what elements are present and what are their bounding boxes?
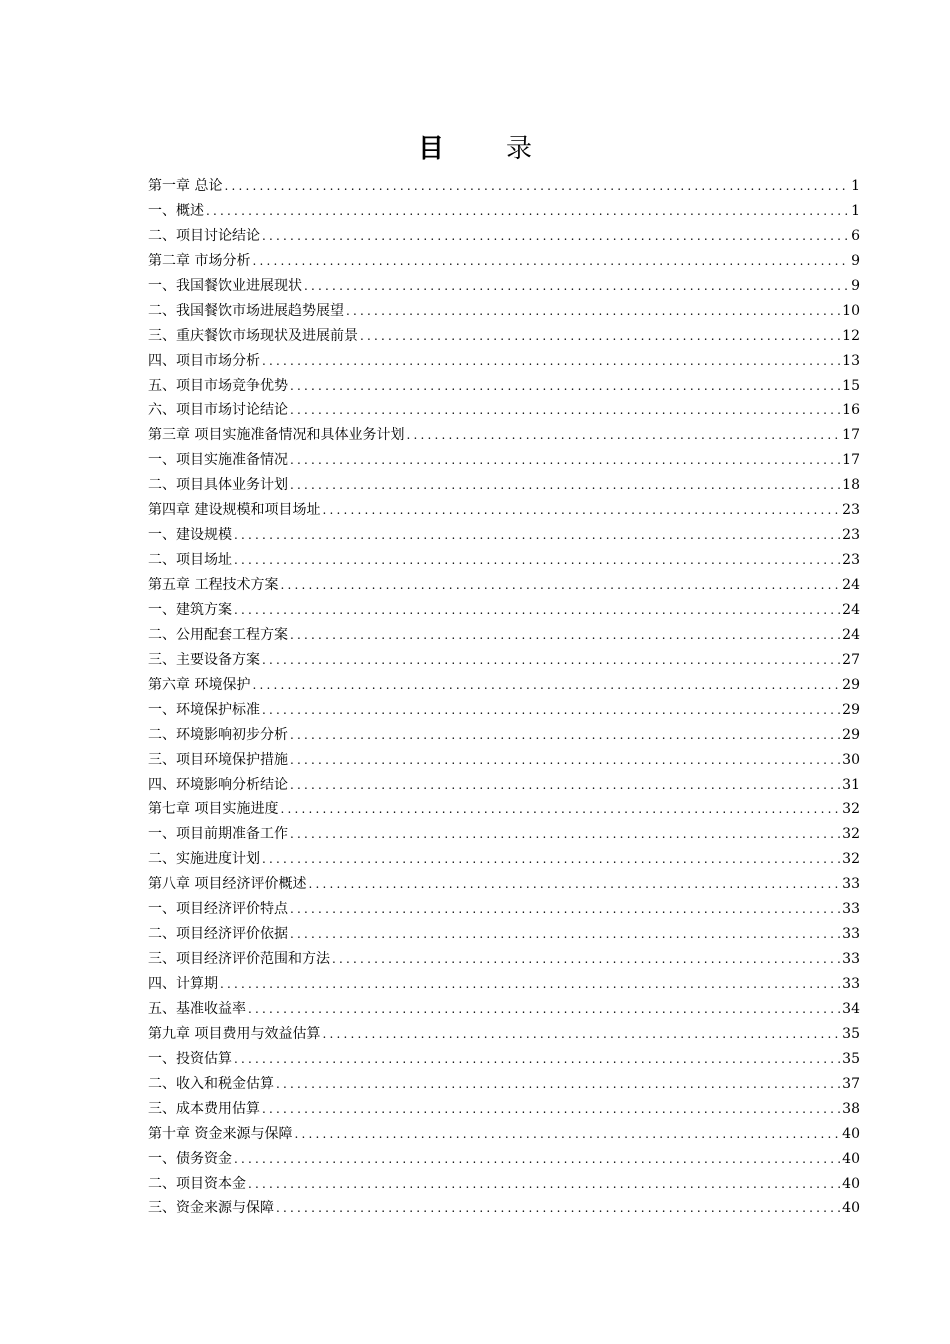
toc-entry-page-number: 40 [842, 1200, 860, 1217]
title-char-2: 录 [506, 134, 533, 164]
toc-entry-page-number: 24 [842, 626, 860, 643]
toc-entry-label: 二、项目讨论结论 [148, 227, 260, 244]
toc-entry-page-number: 16 [842, 402, 860, 419]
toc-entry-label: 二、项目具体业务计划 [148, 477, 288, 494]
toc-entry[interactable] [148, 573, 860, 598]
toc-entry[interactable] [148, 274, 860, 299]
toc-entry-label: 一、建设规模 [148, 527, 232, 544]
toc-entry-label: 二、项目经济评价依据 [148, 926, 288, 943]
dot-leader [290, 398, 840, 423]
toc-entry[interactable] [148, 1122, 860, 1147]
toc-entry-page-number: 37 [842, 1075, 860, 1092]
toc-entry-page-number: 24 [842, 601, 860, 618]
toc-entry[interactable] [148, 1097, 860, 1122]
dot-leader [290, 473, 840, 498]
dot-leader [234, 1147, 840, 1172]
toc-entry[interactable] [148, 324, 860, 349]
toc-entry[interactable] [148, 673, 860, 698]
toc-entry-page-number: 40 [842, 1125, 860, 1142]
toc-entry[interactable] [148, 947, 860, 972]
toc-entry-label: 一、项目实施准备情况 [148, 452, 288, 469]
toc-entry-page-number: 33 [842, 901, 860, 918]
toc-entry-label: 四、计算期 [148, 976, 218, 992]
toc-entry[interactable] [148, 1072, 860, 1097]
toc-entry[interactable] [148, 872, 860, 897]
toc-entry[interactable] [148, 598, 860, 623]
toc-entry-page-number: 33 [842, 876, 860, 893]
toc-entry-label: 第四章 建设规模和项目场址 [148, 502, 321, 519]
toc-entry-page-number: 13 [842, 352, 860, 369]
dot-leader [248, 997, 840, 1022]
toc-entry-label: 第五章 工程技术方案 [148, 577, 279, 593]
toc-entry-page-number: 29 [842, 701, 860, 718]
toc-entry[interactable] [148, 398, 860, 423]
dot-leader [290, 822, 840, 847]
toc-entry-label: 第九章 项目费用与效益估算 [148, 1025, 321, 1042]
page-title [0, 132, 950, 166]
dot-leader [280, 573, 840, 598]
toc-entry-label: 一、项目经济评价特点 [148, 901, 288, 918]
table-of-contents [148, 174, 860, 1221]
dot-leader [262, 847, 840, 872]
toc-entry-page-number: 29 [842, 676, 860, 693]
toc-entry-label: 六、项目市场讨论结论 [148, 402, 288, 419]
toc-entry-page-number: 34 [842, 1000, 860, 1017]
dot-leader [322, 498, 840, 523]
toc-entry[interactable] [148, 523, 860, 548]
toc-entry-label: 第七章 项目实施进度 [148, 801, 279, 818]
toc-entry-page-number: 17 [842, 427, 860, 444]
toc-entry-label: 一、项目前期准备工作 [148, 826, 288, 843]
toc-entry[interactable] [148, 498, 860, 523]
dot-leader [322, 1022, 840, 1047]
dot-leader [276, 1196, 840, 1221]
dot-leader [290, 723, 840, 748]
toc-entry-page-number: 32 [842, 801, 860, 818]
dot-leader [262, 698, 840, 723]
toc-entry-label: 第二章 市场分析 [148, 252, 251, 269]
toc-entry-label: 第三章 项目实施准备情况和具体业务计划 [148, 427, 405, 444]
toc-entry-page-number: 10 [842, 302, 860, 319]
toc-entry-page-number: 32 [842, 851, 860, 868]
toc-entry[interactable] [148, 473, 860, 498]
toc-entry-page-number: 30 [842, 751, 860, 768]
dot-leader [234, 1047, 840, 1072]
toc-entry-page-number: 23 [842, 527, 860, 544]
toc-entry-label: 一、概述 [148, 202, 204, 219]
toc-entry-label: 第六章 环境保护 [148, 676, 251, 693]
dot-leader [234, 598, 840, 623]
toc-entry[interactable] [148, 423, 860, 448]
toc-entry-label: 第十章 资金来源与保障 [148, 1125, 293, 1142]
dot-leader [262, 648, 840, 673]
toc-entry[interactable] [148, 922, 860, 947]
toc-entry-label: 一、环境保护标准 [148, 701, 260, 718]
toc-entry[interactable] [148, 249, 860, 274]
toc-entry-label: 第一章 总论 [148, 178, 223, 194]
dot-leader [234, 523, 840, 548]
toc-entry[interactable] [148, 972, 860, 997]
toc-entry[interactable] [148, 847, 860, 872]
toc-entry-page-number: 40 [842, 1150, 860, 1167]
toc-entry[interactable] [148, 897, 860, 922]
toc-entry-page-number: 32 [842, 826, 860, 843]
dot-leader [262, 1097, 840, 1122]
toc-entry-page-number: 15 [842, 377, 860, 394]
toc-entry-label: 三、主要设备方案 [148, 651, 260, 668]
toc-entry[interactable] [148, 374, 860, 399]
toc-entry[interactable] [148, 822, 860, 847]
toc-entry-label: 一、债务资金 [148, 1150, 232, 1167]
toc-entry-page-number: 18 [842, 477, 860, 494]
toc-entry[interactable] [148, 623, 860, 648]
toc-entry[interactable] [148, 224, 860, 249]
toc-entry[interactable] [148, 174, 860, 199]
toc-entry-label: 二、实施进度计划 [148, 851, 260, 868]
dot-leader [290, 623, 840, 648]
toc-entry-page-number: 33 [842, 926, 860, 943]
toc-entry-page-number: 24 [842, 577, 860, 593]
toc-entry-label: 三、资金来源与保障 [148, 1200, 274, 1217]
toc-entry-page-number: 31 [842, 776, 860, 793]
dot-leader [224, 174, 849, 199]
dot-leader [290, 773, 840, 798]
toc-entry[interactable] [148, 1047, 860, 1072]
toc-entry-label: 三、重庆餐饮市场现状及进展前景 [148, 327, 358, 344]
toc-entry-label: 三、项目环境保护措施 [148, 751, 288, 768]
toc-entry-label: 五、基准收益率 [148, 1000, 246, 1017]
toc-entry-page-number: 9 [851, 277, 860, 294]
toc-entry-page-number: 9 [851, 252, 860, 269]
toc-entry-page-number: 35 [842, 1025, 860, 1042]
toc-entry-label: 四、环境影响分析结论 [148, 776, 288, 793]
toc-entry-page-number: 6 [851, 227, 860, 244]
toc-entry[interactable] [148, 349, 860, 374]
dot-leader [262, 224, 849, 249]
toc-entry[interactable] [148, 773, 860, 798]
toc-entry[interactable] [148, 1196, 860, 1221]
toc-entry[interactable] [148, 1172, 860, 1197]
dot-leader [280, 797, 840, 822]
toc-entry[interactable] [148, 723, 860, 748]
dot-leader [234, 548, 840, 573]
toc-entry[interactable] [148, 448, 860, 473]
toc-entry-page-number: 23 [842, 502, 860, 519]
toc-entry[interactable] [148, 199, 860, 224]
dot-leader [290, 374, 840, 399]
toc-entry[interactable] [148, 648, 860, 673]
title-char-1: 目 [417, 134, 444, 164]
dot-leader [290, 922, 840, 947]
toc-entry-label: 一、投资估算 [148, 1050, 232, 1067]
toc-entry-label: 三、项目经济评价范围和方法 [148, 951, 330, 968]
toc-entry-page-number: 1 [851, 178, 860, 194]
toc-entry[interactable] [148, 698, 860, 723]
toc-entry-label: 二、项目资本金 [148, 1175, 246, 1192]
dot-leader [290, 897, 840, 922]
toc-entry-label: 二、我国餐饮市场进展趋势展望 [148, 302, 344, 319]
toc-entry-page-number: 12 [842, 327, 860, 344]
dot-leader [332, 947, 840, 972]
toc-entry[interactable] [148, 997, 860, 1022]
dot-leader [248, 1172, 840, 1197]
toc-entry[interactable] [148, 748, 860, 773]
toc-entry-page-number: 33 [842, 976, 860, 992]
dot-leader [262, 349, 840, 374]
toc-entry[interactable] [148, 299, 860, 324]
dot-leader [360, 324, 840, 349]
toc-entry-label: 二、项目场址 [148, 552, 232, 569]
toc-entry[interactable] [148, 1147, 860, 1172]
toc-entry-label: 第八章 项目经济评价概述 [148, 876, 307, 893]
toc-entry-label: 一、我国餐饮业进展现状 [148, 277, 302, 294]
dot-leader [406, 423, 840, 448]
dot-leader [206, 199, 849, 224]
toc-entry-page-number: 29 [842, 726, 860, 743]
toc-entry-page-number: 35 [842, 1050, 860, 1067]
toc-entry[interactable] [148, 797, 860, 822]
toc-entry-label: 四、项目市场分析 [148, 352, 260, 369]
dot-leader [308, 872, 840, 897]
dot-leader [294, 1122, 840, 1147]
dot-leader [276, 1072, 840, 1097]
toc-entry-label: 二、环境影响初步分析 [148, 726, 288, 743]
dot-leader [346, 299, 840, 324]
dot-leader [252, 249, 849, 274]
toc-entry-page-number: 38 [842, 1100, 860, 1117]
toc-entry-label: 三、成本费用估算 [148, 1100, 260, 1117]
toc-entry-label: 二、收入和税金估算 [148, 1075, 274, 1092]
toc-entry-page-number: 40 [842, 1175, 860, 1192]
toc-entry[interactable] [148, 1022, 860, 1047]
dot-leader [252, 673, 840, 698]
toc-entry-page-number: 27 [842, 651, 860, 668]
dot-leader [220, 972, 840, 997]
toc-entry[interactable] [148, 548, 860, 573]
dot-leader [290, 448, 840, 473]
toc-entry-label: 一、建筑方案 [148, 601, 232, 618]
toc-entry-label: 五、项目市场竞争优势 [148, 377, 288, 394]
dot-leader [290, 748, 840, 773]
toc-entry-page-number: 1 [851, 202, 860, 219]
toc-entry-page-number: 33 [842, 951, 860, 968]
toc-entry-page-number: 17 [842, 452, 860, 469]
toc-entry-label: 二、公用配套工程方案 [148, 626, 288, 643]
toc-entry-page-number: 23 [842, 552, 860, 569]
dot-leader [304, 274, 849, 299]
